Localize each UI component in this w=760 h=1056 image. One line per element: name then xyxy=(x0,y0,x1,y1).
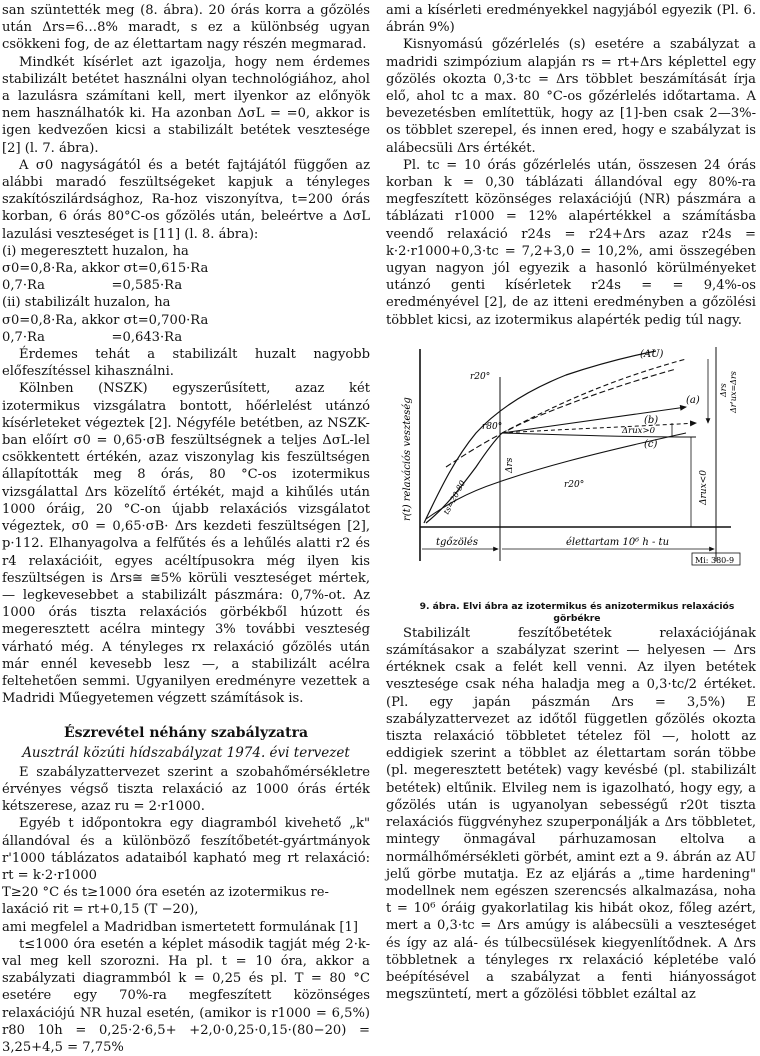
caption-line: görbékre xyxy=(553,612,601,624)
list-item: (ii) stabilizált huzalon, ha xyxy=(2,295,171,311)
x-right-label: élettartam 10⁶ h - tu xyxy=(566,536,670,548)
paragraph: A σ0 nagyságától és a betét fajtájától függően az alábbi maradó feszültségeket kapjuk a tényleges szakítószilárdsághoz, Ra-hoz viszonyítva, t=200 órás korban, 6 órás 80°C-os gőzölés után, beleértve a ΔσL lazulási veszteséget is [11] (l. 8. ábra): xyxy=(2,157,370,242)
paragraph: Kisnyomású gőzérlelés (s) esetére a szabályzat a madridi szimpózium alapján rs = rt+Δrs képlettel egy gőzölés okozta 0,3·tc = Δrs többlet beszámítását írja elő, ahol tc a max. 80 °C-os gőzérlelés időtartama. A bevezetésben említettük, hogy az [1]-ben csak 2—3%-os többlet szerepel, és innen ered, hogy e szabályzat is alábecsüli Δrs értékét. xyxy=(386,37,756,156)
label-dr-right: Δrs xyxy=(719,383,728,397)
label-b: (b) xyxy=(644,414,659,426)
y-axis-label: r(t) relaxációs veszteség xyxy=(402,397,413,521)
formula-line: laxáció rit = rt+0,15 (T −20), xyxy=(2,902,199,918)
curve-b xyxy=(502,423,696,433)
relaxation-diagram xyxy=(386,337,756,601)
right-column xyxy=(386,2,756,1003)
x-left-label: tgőzölés xyxy=(436,536,478,548)
label-AU: (AU) xyxy=(640,348,664,360)
label-r20-mid: r20° xyxy=(564,479,585,490)
paragraph: Egyéb t időpontokra egy diagramból kivehető „k" állandóval és a különböző feszítőbetét-gyártmányok r'1000 táblázatos adataiból kapható meg rt relaxáció: rt = k·2·r1000 xyxy=(2,816,370,883)
label-drux-top: Δr'ux=Δrs xyxy=(729,370,738,413)
label-r20-top: r20° xyxy=(470,371,491,382)
list-item: σ0=0,8·Ra, akkor σt=0,700·Ra xyxy=(2,312,209,328)
left-column xyxy=(2,2,370,1056)
paragraph: E szabályzattervezet szerint a szobahőmérsékletre érvényes végső tiszta relaxáció az 1000 órás érték kétszerese, azaz ru = 2·r1000. xyxy=(2,764,370,815)
label-ts: ts=20-80 xyxy=(441,478,468,516)
label-r80: r80° xyxy=(482,421,503,432)
label-drux-neg: Δrux<0 xyxy=(699,469,709,505)
curve-ts xyxy=(426,433,502,523)
paragraph: Érdemes tehát a stabilizált huzalt nagyobb előfeszítéssel kihasználni. xyxy=(2,347,370,380)
section-title: Észrevétel néhány szabályzatra xyxy=(63,725,309,742)
list-item: σ0=0,8·Ra, akkor σt=0,615·Ra xyxy=(2,261,209,277)
formula-line: T≥20 °C és t≥1000 óra esetén az izotermikus re- xyxy=(2,885,329,901)
paragraph: Kölnben (NSZK) egyszerűsített, azaz két izotermikus vizsgálatra bontott, hőérlelést utánzó kísérleteket végeztek [2]. Négyféle betétben, az NSZK-ban előírt σ0 = 0,65·σB feszültségnek a teljes ΔσL-lel csökkentett értékén, azaz viszonylag kis feszültségen állapították meg 8 órás, 80 °C-os izotermikus vizsgálattal Δrs közelítő értékét, majd a kihűlés után 1000 óráig, 20 °C-on újabb relaxációs vizsgálatot végeztek, σ0 = 0,65·σB· Δrs kezdeti feszültségen [2], p·112. Elhanyagolva a felfűtés és a lehűlés alatti r2 és r4 relaxációit, egyes acéltípusokra még ilyen kis feszültségen is Δrs≅ ≅5% körüli veszteséget mértek, — legkevesebbet a stabilizált pászmára: 0,7%-ot. Az 1000 órás tiszta relaxációs görbékből húzott és megeresztett acélra mintegy 3% további veszteség várható még. A tényleges rx relaxáció gőzölés után már ennél kevesebb lesz —, a stabilizált acélra feltehetően semmi. Ugyanilyen eredményre vezettek a Madridi Műegyetemen végzett számítások is. xyxy=(2,381,370,707)
paragraph: Pl. tc = 10 órás gőzérlelés után, összesen 24 órás korban k = 0,30 táblázati állandóval egy 80%-ra megfeszített közönséges relaxációjú (NR) pászmára a táblázati r1000 = 12% alapértékkel a számításba veendő relaxáció r24s = r24+Δrs azaz r24s = k·2·r1000+0,3·tc = 7,2+3,0 = 10,2%, ami összegében ugyan nagyon jól egyezik a hasonló körülményeket utánzó genti kísérletek r24s = = 9,4%-os eredményével [2], de az itteni eredményben a gőzölési többlet kicsi, az izotermikus alapérték pedig túl nagy. xyxy=(386,157,756,328)
figure-caption xyxy=(386,601,756,625)
curve-AU xyxy=(502,359,686,433)
paragraph: Stabilizált feszítőbetétek relaxációjának számításakor a szabályzat szerint — helyesen — Δrs értéknek csak a felét kell venni. Az ilyen betétek vesztesége csak néha haladja meg a 0,3·tc/2 értéket. (Pl. egy japán pászmán Δrs = 3,5%) E szabályzattervezet az időtől független gőzölés okozta tiszta relaxáció többletet tételez föl —, holott az eddigiek szerint a többlet az élettartam során többe (pl. megeresztett betétek) vagy kevésbé (pl. stabilizált betétek) eltűnik. Elvileg nem is igazolható, hogy egy, a gőzölés után is ugyanolyan sebességű r20t tiszta relaxációs függvényhez szuperponálják a Δrs többletet, mintegy önmagával párhuzamosan eltolva a normálhőmérsékleti görbét, amint ezt a 9. ábrán az AU jelű görbe mutatja. Ez az eljárás a „time hardening" modellnek nem egészen szerencsés alkalmazása, noha t = 10⁶ óráig gyakorlatilag kis hibát okoz, főleg azért, mert a 0,3·tc = Δrs amúgy is alábecsüli a veszteséget és így az alá- és túlbecsülések kiegyenlítődnek. A Δrs többletnek a tényleges rx relaxáció képletébe való beépítésével a szabályzat a fenti hiányosságot megszüntetí, mert a gőzölési többlet ezáltal az xyxy=(386,625,756,1003)
caption-line: 9. ábra. Elvi ábra az izotermikus és anizotermikus relaxációs xyxy=(419,600,735,612)
curve-a xyxy=(502,407,686,433)
paragraph: san szüntették meg (8. ábra). 20 órás korra a gőzölés után Δrs=6…8% maradt, s ez a különbség ugyan csökkeni fog, de az élettartam nagy részén megmarad. xyxy=(2,3,370,53)
curve-c xyxy=(502,433,696,437)
section-subtitle: Ausztrál közúti hídszabályzat 1974. évi tervezet xyxy=(22,744,350,761)
label-a: (a) xyxy=(686,394,700,406)
figure-tag: Mi: 380-9 xyxy=(695,555,735,565)
paragraph: ami a kísérleti eredményekkel nagyjából egyezik (Pl. 6. ábrán 9%) xyxy=(386,3,756,36)
figure-9 xyxy=(386,337,756,601)
paragraph: Mindkét kísérlet azt igazolja, hogy nem érdemes stabilizált betétet használni olyan technológiához, ahol a lazulásra számítani kell, mert ilyenkor az előnyök nem használhatók ki. Ha azonban ΔσL = =0, akkor is igen kedvezően kicsi a stabilizált betétek vesztesége [2] (l. 7. ábra). xyxy=(2,54,370,156)
label-c: (c) xyxy=(644,438,658,450)
list-item: (i) megeresztett huzalon, ha xyxy=(2,243,189,259)
list-item: 0,7·Ra =0,585·Ra xyxy=(2,278,183,294)
curve-r20-top xyxy=(446,369,676,467)
paragraph: ami megfelel a Madridban ismertetett formulának [1] xyxy=(2,919,358,935)
label-drux: Δrux>0 xyxy=(622,425,655,436)
label-dr-left: Δrs xyxy=(505,457,515,473)
list-item: 0,7·Ra =0,643·Ra xyxy=(2,329,183,345)
paragraph: t≤1000 óra esetén a képlet második tagját még 2·k-val meg kell szorozni. Ha pl. t = 10 óra, akkor a szabályzati diagrammból k = 0,25 és pl. T = 80 °C esetére egy 70%-ra megfeszített közönséges relaxációjú NR huzal esetén, (amikor is r1000 = 6,5%) r80 10h = 0,25·2·6,5+ +2,0·0,25·0,15·(80−20) = 3,25+4,5 = 7,75% xyxy=(2,936,370,1055)
